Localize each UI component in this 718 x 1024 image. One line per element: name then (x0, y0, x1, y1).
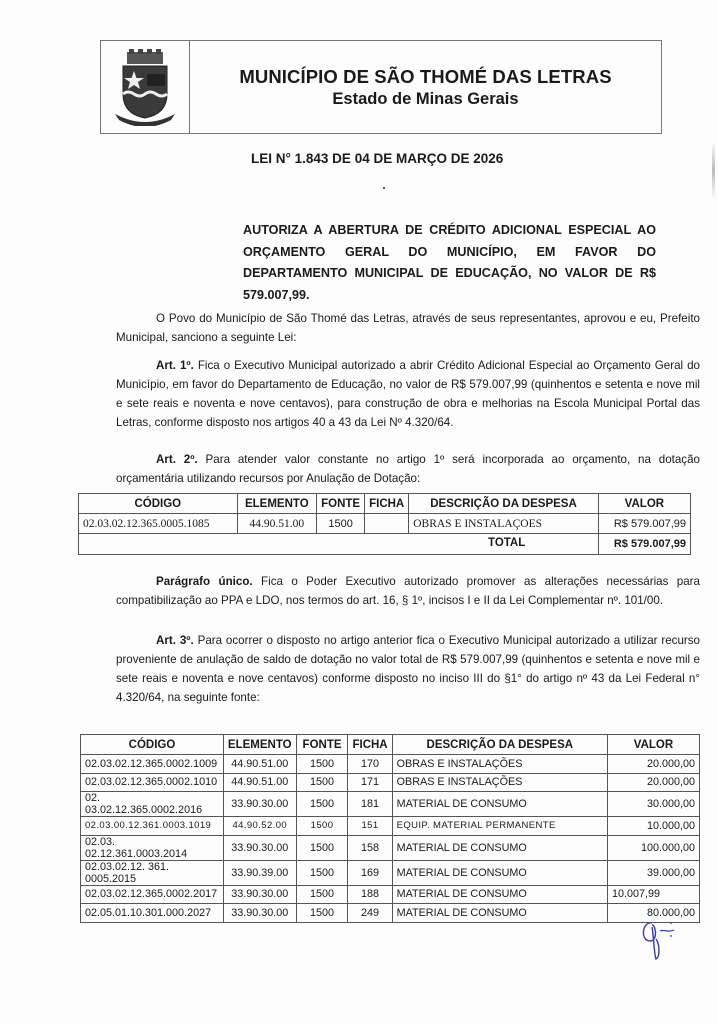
cell-elemento: 44.90.52.00 (223, 817, 296, 836)
header-codigo: CÓDIGO (79, 494, 238, 514)
article-1-text: Fica o Executivo Municipal autorizado a abrir Crédito Adicional Especial ao Orçamento Geral do Município, em favor do Departamento de Educação, no valor de R$ 579.007,99 (quinhentos e setenta e nove mil e sete reais e noventa e nove centavos), para construção de obra e melhorias na Escola Municipal Portal das Letras, conforme disposto nos artigos 40 a 43 da Lei Nº 4.320/64. (116, 359, 700, 429)
table-row (81, 835, 700, 860)
cell-ficha: 181 (348, 792, 392, 817)
cell-codigo: 02. 03.02.12.365.0002.2016 (81, 792, 224, 817)
header-descricao: DESCRIÇÃO DA DESPESA (392, 735, 607, 755)
header-fonte: FONTE (296, 735, 348, 755)
cell-fonte: 1500 (296, 755, 348, 774)
cell-elemento: 44.90.51.00 (223, 755, 296, 774)
cell-descricao: MATERIAL DE CONSUMO (392, 860, 607, 885)
table-row (81, 755, 700, 774)
sole-paragraph (116, 572, 700, 610)
cell-elemento: 33.90.30.00 (223, 835, 296, 860)
cell-elemento: 44.90.51.00 (223, 773, 296, 792)
cell-elemento: 33.90.30.00 (223, 792, 296, 817)
article-1-label: Art. 1º. (156, 359, 194, 372)
cell-valor: R$ 579.007,99 (598, 514, 690, 534)
cell-elemento: 33.90.39.00 (223, 860, 296, 885)
cell-descricao: EQUIP. MATERIAL PERMANENTE (392, 817, 607, 836)
cell-fonte: 1500 (296, 835, 348, 860)
cell-valor: 20.000,00 (607, 755, 699, 774)
preamble: O Povo do Município de São Thomé das Letras, através de seus representantes, aprovou e eu, Prefeito Municipal, sanciono a seguinte Lei: (116, 312, 700, 344)
table-row (81, 773, 700, 792)
article-3 (116, 631, 700, 707)
credit-table (78, 493, 691, 555)
table-header-row (79, 494, 691, 514)
cell-descricao: MATERIAL DE CONSUMO (392, 835, 607, 860)
cell-codigo: 02.03.00.12.361.0003.1019 (81, 817, 224, 836)
scan-edge-mark (712, 140, 715, 200)
cell-descricao: OBRAS E INSTALAÇOES (409, 514, 599, 534)
cell-valor: 100.000,00 (607, 835, 699, 860)
total-spacer (79, 534, 599, 555)
cell-ficha: 158 (348, 835, 392, 860)
cell-ficha: 169 (348, 860, 392, 885)
article-1 (116, 356, 700, 432)
table-row (81, 885, 700, 904)
header-codigo: CÓDIGO (81, 735, 224, 755)
table-header-row (81, 735, 700, 755)
cell-ficha: 151 (348, 817, 392, 836)
total-label: TOTAL (488, 537, 526, 549)
law-title: LEI N° 1.843 DE 04 DE MARÇO DE 2026 (251, 151, 504, 166)
cell-fonte: 1500 (296, 817, 348, 836)
cell-fonte: 1500 (296, 773, 348, 792)
cell-elemento: 44.90.51.00 (237, 514, 317, 534)
annulment-table (80, 734, 700, 923)
cell-descricao: OBRAS E INSTALAÇÕES (392, 773, 607, 792)
table-row (81, 817, 700, 836)
cell-fonte: 1500 (296, 904, 348, 923)
table-total-row (79, 534, 691, 555)
cell-descricao: OBRAS E INSTALAÇÕES (392, 755, 607, 774)
cell-ficha (365, 514, 409, 534)
cell-valor: 39.000,00 (607, 860, 699, 885)
header-fonte: FONTE (317, 494, 365, 514)
article-2-label: Art. 2º. (156, 453, 198, 466)
article-2-text: Para atender valor constante no artigo 1º será incorporada ao orçamento, na dotação orçamentária utilizando recursos por Anulação de Dotação: (116, 453, 701, 485)
cell-codigo: 02.03.02.12.365.0002.2017 (81, 885, 224, 904)
cell-descricao: MATERIAL DE CONSUMO (392, 792, 607, 817)
table-row (79, 514, 691, 534)
cell-elemento: 33.90.30.00 (223, 904, 296, 923)
sole-paragraph-text: Fica o Poder Executivo autorizado promover as alterações necessárias para compatibilização ao PPA e LDO, nos termos do art. 16, § 1º, incisos I e II da Lei Complementar nº. 101/00. (116, 575, 700, 607)
cell-codigo: 02.03. 02.12.361.0003.2014 (81, 835, 224, 860)
header-ficha: FICHA (365, 494, 409, 514)
table-row (81, 792, 700, 817)
state-name: Estado de Minas Gerais (332, 89, 519, 108)
header-valor: VALOR (598, 494, 690, 514)
sole-paragraph-label: Parágrafo único. (156, 575, 253, 588)
cell-codigo: 02.03.02.12.365.0002.1010 (81, 773, 224, 792)
cell-ficha: 188 (348, 885, 392, 904)
handwritten-signature-icon (638, 917, 688, 967)
header-descricao: DESCRIÇÃO DA DESPESA (409, 494, 599, 514)
cell-fonte: 1500 (296, 792, 348, 817)
cell-fonte: 1500 (317, 514, 365, 534)
article-2 (116, 450, 700, 488)
header-elemento: ELEMENTO (237, 494, 317, 514)
letterhead (100, 40, 662, 134)
logo-cell (101, 41, 190, 133)
cell-valor: 10.000,00 (607, 817, 699, 836)
header-valor: VALOR (607, 735, 699, 755)
cell-fonte: 1500 (296, 860, 348, 885)
cell-valor: 80.000,00 (607, 904, 699, 923)
cell-fonte: 1500 (296, 885, 348, 904)
table-row (81, 860, 700, 885)
cell-valor: 10.007,99 (607, 885, 699, 904)
article-3-label: Art. 3º. (156, 634, 194, 647)
cell-codigo: 02.03.02.12.365.0002.1009 (81, 755, 224, 774)
cell-valor: 20.000,00 (607, 773, 699, 792)
cell-valor: 30.000,00 (607, 792, 699, 817)
cell-ficha: 249 (348, 904, 392, 923)
municipality-name: MUNICÍPIO DE SÃO THOMÉ DAS LETRAS (239, 65, 612, 87)
coat-of-arms-icon (109, 48, 181, 126)
cell-descricao: MATERIAL DE CONSUMO (392, 885, 607, 904)
table-row (81, 904, 700, 923)
cell-codigo: 02.03.02.12.365.0005.1085 (79, 514, 238, 534)
law-ementa: AUTORIZA A ABERTURA DE CRÉDITO ADICIONAL ESPECIAL AO ORÇAMENTO GERAL DO MUNICÍPIO, EM FAVOR DO DEPARTAMENTO MUNICIPAL DE EDUCAÇÃO, NO VALOR DE R$ 579.007,99. (243, 223, 656, 302)
cell-codigo: 02.05.01.10.301.000.2027 (81, 904, 224, 923)
header-elemento: ELEMENTO (223, 735, 296, 755)
article-3-text: Para ocorrer o disposto no artigo anterior fica o Executivo Municipal autorizado a utilizar recurso proveniente de anulação de saldo de dotação no valor total de R$ 579.007,99 (quinhentos e setenta e nove mil e sete reais e noventa e nove centavos) conforme disposto no inciso III do §1° do artigo nº 43 da Lei Federal n° 4.320/64, na seguinte fonte: (116, 634, 701, 704)
total-value: R$ 579.007,99 (598, 534, 690, 555)
cell-descricao: MATERIAL DE CONSUMO (392, 904, 607, 923)
cell-codigo: 02.03.02.12. 361. 0005.2015 (81, 860, 224, 885)
header-ficha: FICHA (348, 735, 392, 755)
cell-ficha: 170 (348, 755, 392, 774)
letterhead-title (190, 41, 661, 133)
stray-dot (383, 187, 385, 189)
cell-elemento: 33.90.30.00 (223, 885, 296, 904)
cell-ficha: 171 (348, 773, 392, 792)
